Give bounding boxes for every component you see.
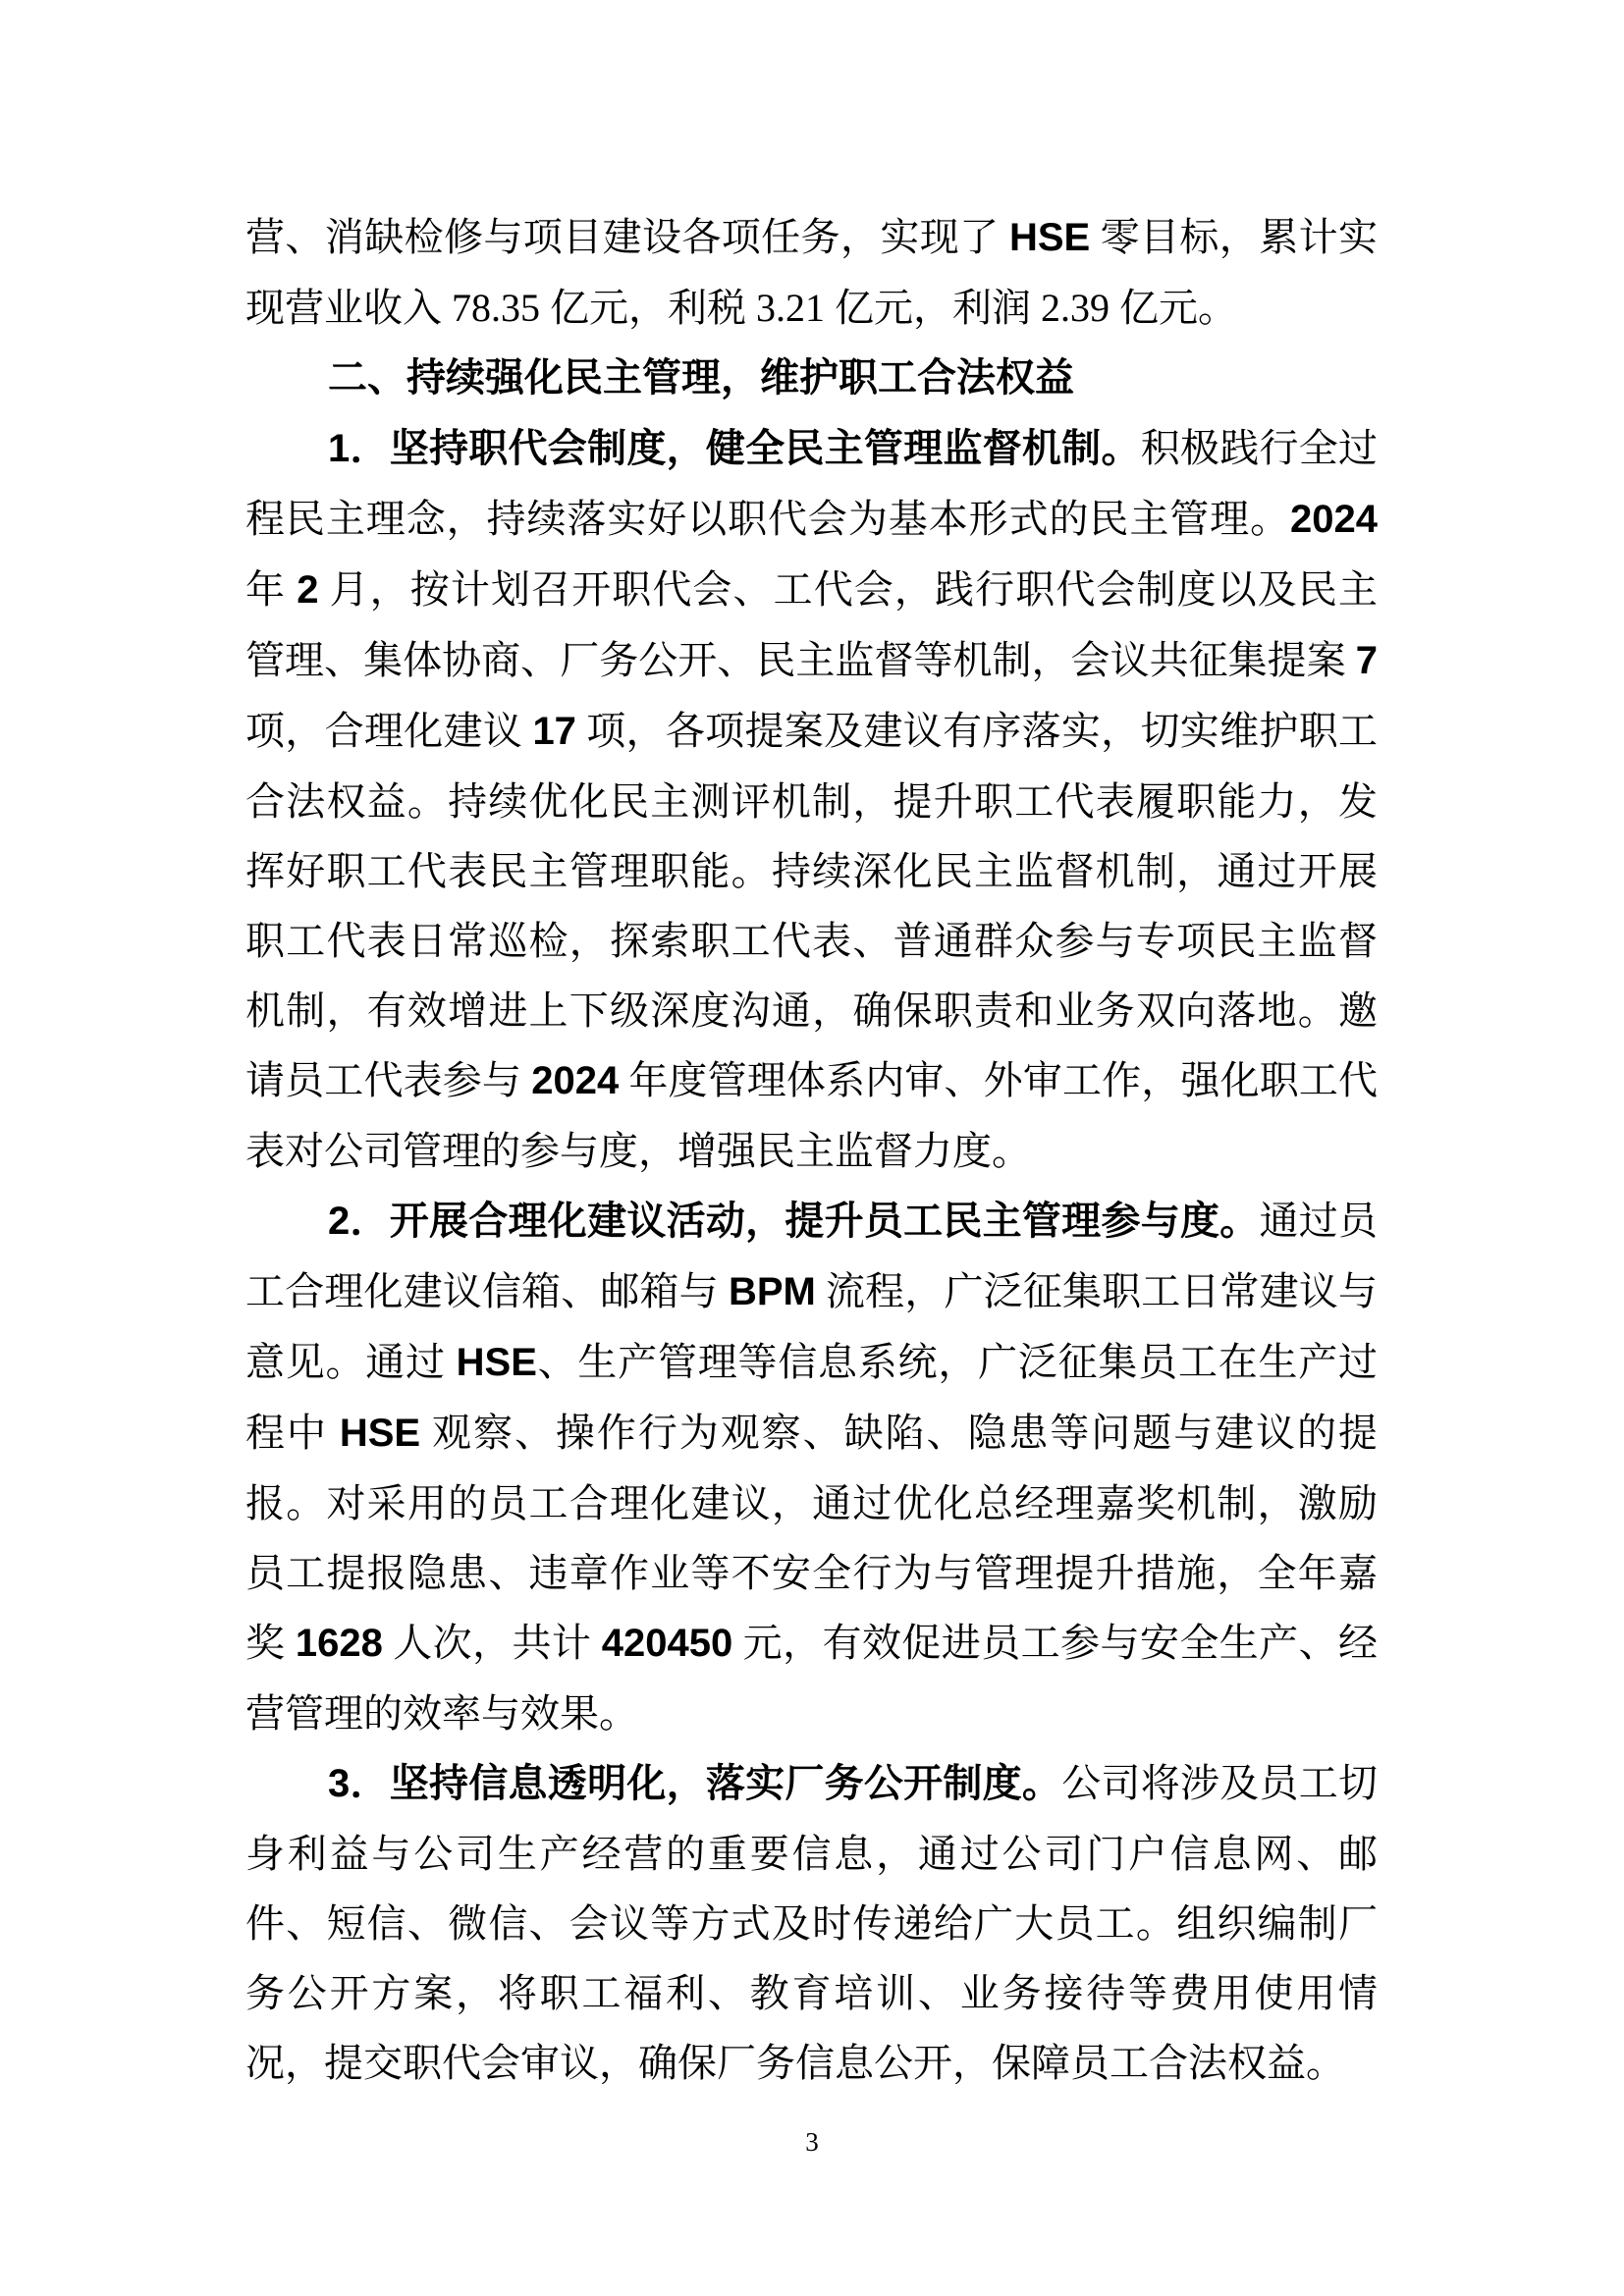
- text-run-num: 3.21: [756, 286, 825, 330]
- text-run: 元，有效促进员工参与安全生产、经营管理的效率与效果。: [245, 1621, 1379, 1735]
- paragraph: [245, 202, 1378, 343]
- paragraph: [245, 1186, 1378, 1748]
- text-run-num: 78.35: [452, 286, 540, 330]
- text-run-bold: 3．坚持信息透明化，落实厂务公开制度。: [328, 1762, 1062, 1805]
- text-run: 积极践行全过程民主理念，持续落实好以职代会为基本形式的民主管理。: [245, 426, 1379, 541]
- page-number: 3: [805, 2127, 819, 2157]
- text-run-sans-bold: 2: [297, 568, 319, 612]
- text-run-bold: 2．开展合理化建议活动，提升员工民主管理参与度。: [328, 1200, 1260, 1243]
- section-heading: [245, 343, 1378, 413]
- text-run-sans-bold: 2024: [1290, 498, 1378, 541]
- text-run: 营、消缺检修与项目建设各项任务，实现了: [245, 215, 1009, 259]
- text-run: 公司将涉及员工切身利益与公司生产经营的重要信息，通过公司门户信息网、邮件、短信、微信、会议等方式及时传递给广大员工。组织编制厂务公开方案，将职工福利、教育培训、业务接待等费用使用情况，提交职代会审议，确保厂务信息公开，保障员工合法权益。: [245, 1761, 1379, 2085]
- text-run: 年: [245, 567, 298, 612]
- text-run-sans-bold: HSE: [339, 1412, 421, 1455]
- text-run: 亿元，利税: [540, 286, 756, 330]
- text-run: 人次，共计: [382, 1621, 602, 1665]
- text-run-bold: 二、持续强化民主管理，维护职工合法权益: [328, 356, 1074, 400]
- text-run-sans-bold: HSE: [1008, 216, 1091, 259]
- text-run-sans-bold: 17: [532, 710, 576, 753]
- text-run: 项，合理化建议: [245, 709, 533, 753]
- text-run: 通过员工合理化建议信箱、邮箱与: [245, 1199, 1379, 1313]
- text-run-sans-bold: HSE: [456, 1341, 537, 1384]
- text-run-sans-bold: 420450: [601, 1622, 733, 1665]
- text-run: 、生产管理等信息系统，广泛征集员工在生产过程中: [245, 1340, 1379, 1455]
- text-run: 观察、操作行为观察、缺陷、隐患等问题与建议的提报。对采用的员工合理化建议，通过优化总经理嘉奖机制，激励员工提报隐患、违章作业等不安全行为与管理提升措施，全年嘉奖: [245, 1411, 1379, 1665]
- text-run-sans-bold: 7: [1355, 639, 1378, 682]
- text-run-sans-bold: 2024: [531, 1059, 620, 1102]
- paragraph: [245, 413, 1378, 1186]
- text-run: 零目标，累计实现营业收入: [245, 215, 1379, 330]
- text-run: 项，各项提案及建议有序落实，切实维护职工合法权益。持续优化民主测评机制，提升职工代表履职能力，发挥好职工代表民主管理职能。持续深化民主监督机制，通过开展职工代表日常巡检，探索职工代表、普通群众参与专项民主监督机制，有效增进上下级深度沟通，确保职责和业务双向落地。邀请员工代表参与: [245, 709, 1379, 1102]
- text-run-num: 2.39: [1041, 286, 1110, 330]
- text-run-sans-bold: BPM: [728, 1270, 816, 1313]
- text-run: 流程，广泛征集职工日常建议与意见。通过: [245, 1269, 1379, 1384]
- text-run: 亿元，利润: [825, 286, 1041, 330]
- paragraph: [245, 1748, 1378, 2098]
- text-run: 月，按计划召开职代会、工代会，践行职代会制度以及民主管理、集体协商、厂务公开、民主监督等机制，会议共征集提案: [245, 567, 1379, 682]
- text-run-bold: 1．坚持职代会制度，健全民主管理监督机制。: [328, 427, 1141, 470]
- text-run-sans-bold: 1628: [295, 1622, 383, 1665]
- text-run: 亿元。: [1110, 286, 1237, 330]
- body-text: [245, 202, 1378, 2098]
- text-run: 年度管理体系内审、外审工作，强化职工代表对公司管理的参与度，增强民主监督力度。: [245, 1058, 1379, 1173]
